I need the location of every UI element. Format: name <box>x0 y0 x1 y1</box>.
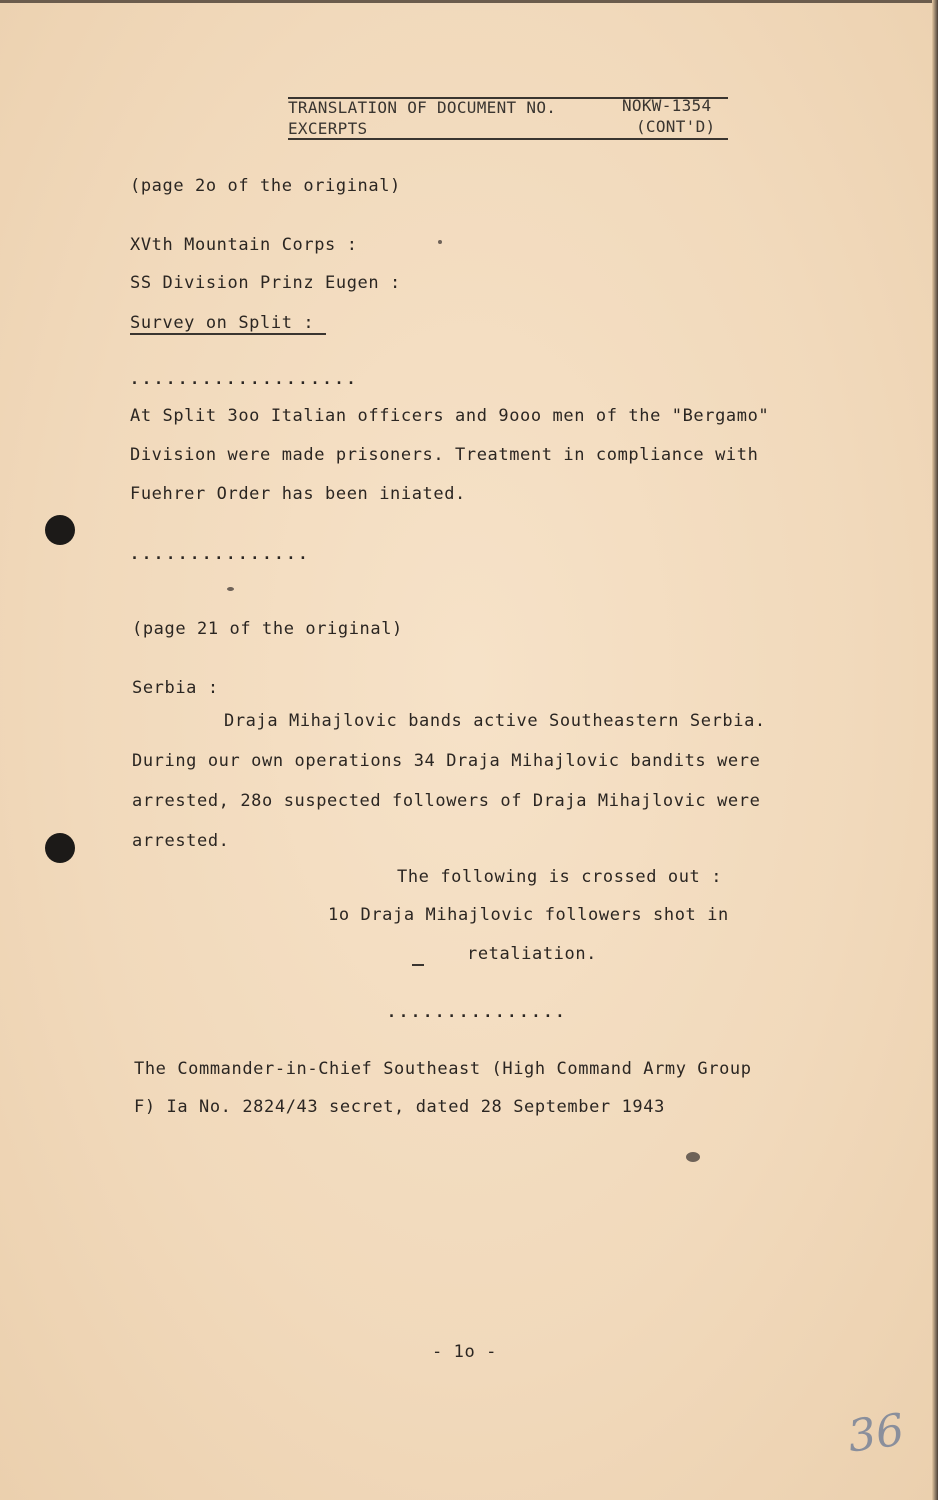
paragraph-line: arrested, 28o suspected followers of Draja Mihajlovic were <box>132 791 761 811</box>
ellipsis-separator: ................... <box>130 370 359 388</box>
heading-underline <box>130 333 326 335</box>
page-number: - 1o - <box>432 1342 498 1362</box>
ellipsis-separator: ............... <box>387 1003 568 1021</box>
paragraph-line: Fuehrer Order has been iniated. <box>130 484 466 504</box>
heading-survey-split: Survey on Split : <box>130 313 315 333</box>
header-title: TRANSLATION OF DOCUMENT NO. <box>288 98 557 117</box>
header-continued: (CONT'D) <box>636 117 716 136</box>
paper-speck <box>438 240 442 244</box>
paragraph-line: Draja Mihajlovic bands active Southeastern Serbia. <box>224 711 766 731</box>
header-rule-bottom <box>288 138 728 140</box>
punch-hole-upper <box>45 515 75 545</box>
source-line: F) Ia No. 2824/43 secret, dated 28 September 1943 <box>134 1097 665 1117</box>
page-top-edge <box>0 0 938 3</box>
stray-mark <box>412 964 424 966</box>
page-right-edge <box>932 0 938 1500</box>
header-excerpts: EXCERPTS <box>288 119 368 138</box>
paper-speck <box>227 587 234 591</box>
handwritten-page-number: 36 <box>844 1404 908 1463</box>
paragraph-line: Division were made prisoners. Treatment in compliance with <box>130 445 759 465</box>
page-reference-20: (page 2o of the original) <box>130 176 401 196</box>
unit-ss-division: SS Division Prinz Eugen : <box>130 273 401 293</box>
punch-hole-lower <box>45 833 75 863</box>
header-document-number: NOKW-1354 <box>622 96 712 115</box>
paper-speck <box>686 1152 700 1162</box>
crossed-out-line: 1o Draja Mihajlovic followers shot in <box>328 905 729 925</box>
page-reference-21: (page 21 of the original) <box>132 619 403 639</box>
region-serbia: Serbia : <box>132 678 219 698</box>
unit-mountain-corps: XVth Mountain Corps : <box>130 235 358 255</box>
crossed-out-note: The following is crossed out : <box>397 867 723 887</box>
paragraph-line: During our own operations 34 Draja Mihajlovic bandits were <box>132 751 761 771</box>
ellipsis-separator: ............... <box>130 545 311 563</box>
paragraph-line: arrested. <box>132 831 230 851</box>
paragraph-line: At Split 3oo Italian officers and 9ooo men of the "Bergamo" <box>130 406 770 426</box>
source-line: The Commander-in-Chief Southeast (High Command Army Group <box>134 1059 752 1079</box>
crossed-out-line: retaliation. <box>467 944 598 964</box>
